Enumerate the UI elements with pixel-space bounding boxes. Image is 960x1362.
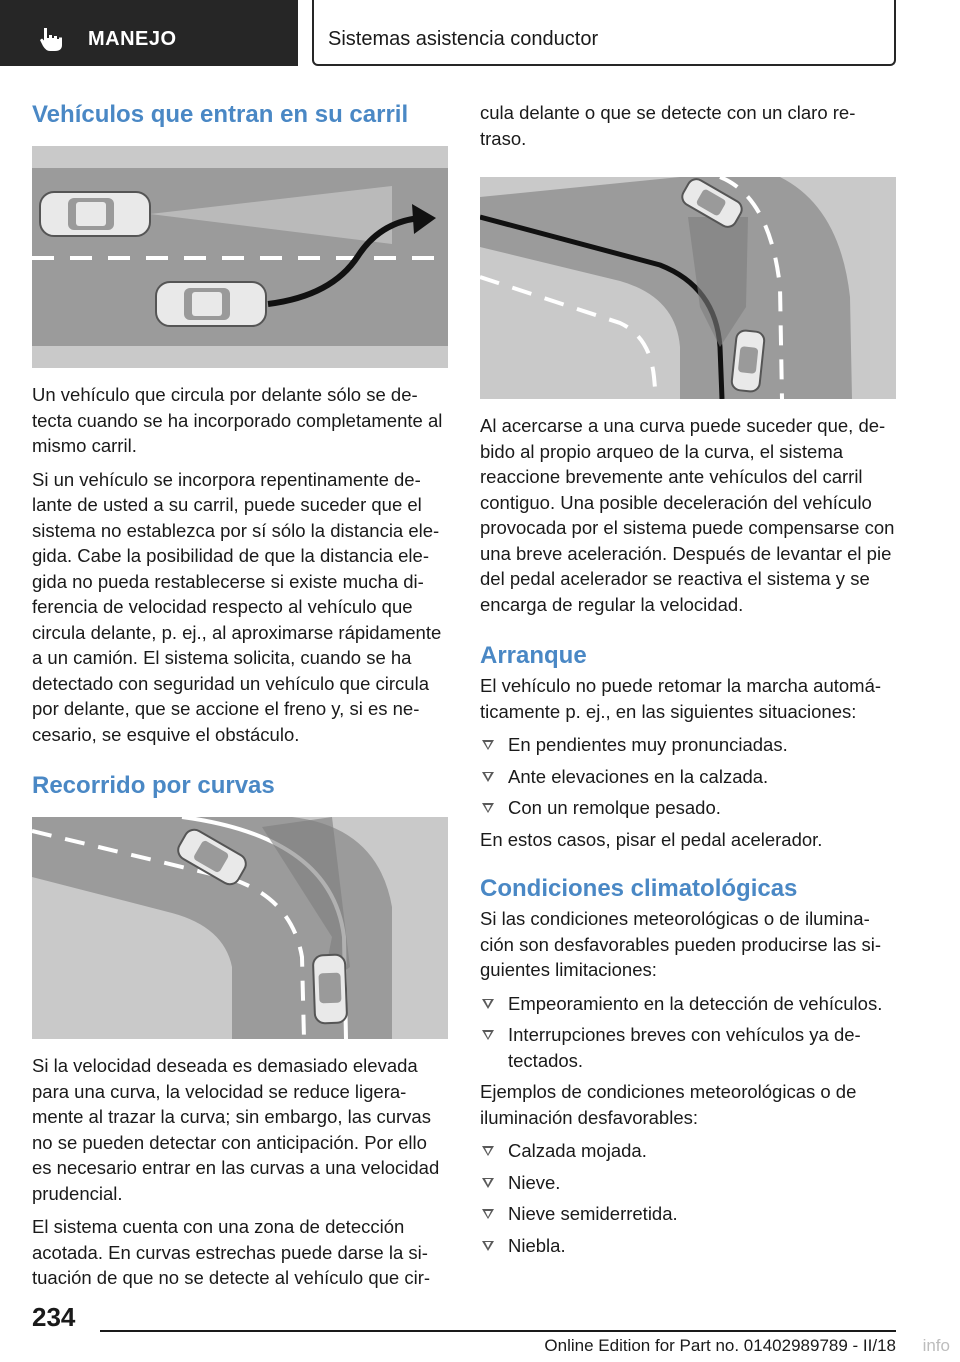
paragraph: Ejemplos de condiciones meteorológicas o de iluminación desfavorables: — [480, 1081, 857, 1128]
triangle-bullet-icon — [482, 740, 494, 750]
own-car-icon — [731, 330, 765, 393]
paragraph: Si la velocidad deseada es demasiado elevada para una curva, la velocidad se reduce ligera-mente al trazar la curva; sin embargo, las curvas no se pueden detectar con anticipación. Por ello es necesario entrar en las curvas a una velocidad prudencial. — [32, 1055, 440, 1204]
section-title: MANEJO — [88, 28, 177, 50]
list-item: Empeoramiento en la detección de vehículos. — [480, 991, 896, 1017]
list-item: Con un remolque pesado. — [480, 795, 896, 821]
cut-in-illustration — [32, 146, 448, 368]
heading-start: Arranque — [480, 642, 587, 669]
list-item: Interrupciones breves con vehículos ya de-tectados. — [480, 1022, 896, 1073]
curve-illustration — [32, 817, 448, 1039]
hand-pointer-icon — [38, 26, 66, 52]
figure-cut-in — [32, 146, 448, 368]
section-tab — [0, 0, 298, 66]
adjacent-lane-illustration — [480, 177, 896, 399]
triangle-bullet-icon — [482, 1030, 494, 1040]
car-cutting-in-icon — [156, 282, 266, 326]
list-item: Nieve semiderretida. — [480, 1201, 896, 1227]
watermark: info — [922, 1336, 950, 1355]
list-limitations — [480, 991, 896, 1074]
heading-weather: Condiciones climatológicas — [480, 875, 798, 902]
figure-curves — [32, 817, 448, 1039]
chapter-title: Sistemas asistencia conductor — [328, 28, 599, 50]
page-number: 234 — [32, 1302, 76, 1332]
heading-cut-in: Vehículos que entran en su carril — [32, 101, 409, 128]
list-weather-examples — [480, 1138, 896, 1258]
list-item: Nieve. — [480, 1170, 896, 1196]
heading-curves: Recorrido por curvas — [32, 772, 275, 799]
paragraph: Si un vehículo se incorpora repentinamente de-lante de usted a su carril, puede suceder que el sistema no establezca por sí sólo la distancia ele-gida. Cabe la posibilidad de que la distancia ele-gida no pueda restablecerse si existe mucha di-ferencia de velocidad respecto al vehículo que circula delante, p. ej., al aproximarse rápidamente a un camión. El sistema solicita, cuando se ha detectado con seguridad un vehículo que circula por delante, que se accione el freno y, si es ne-cesario, se esquive el obstáculo. — [32, 468, 442, 745]
car-front-icon — [40, 192, 150, 236]
list-item: Calzada mojada. — [480, 1138, 896, 1164]
paragraph: Si las condiciones meteorológicas o de ilumina-ción son desfavorables pueden producirse las si-guientes limitaciones: — [480, 908, 882, 980]
list-start-conditions — [480, 732, 896, 821]
page-footer — [0, 1300, 960, 1362]
triangle-bullet-icon — [482, 1209, 494, 1219]
paragraph: El vehículo no puede retomar la marcha automá-ticamente p. ej., en las siguientes situaciones: — [480, 675, 882, 722]
paragraph: cula delante o que se detecte con un claro re-traso. — [480, 102, 856, 149]
triangle-bullet-icon — [482, 1178, 494, 1188]
own-car-icon — [313, 954, 347, 1023]
footer-divider — [100, 1330, 896, 1332]
triangle-bullet-icon — [482, 803, 494, 813]
list-item: Niebla. — [480, 1233, 896, 1259]
page-header — [0, 0, 960, 66]
edition-text: Online Edition for Part no. 01402989789 - II/18 — [544, 1336, 896, 1355]
paragraph: En estos casos, pisar el pedal acelerador. — [480, 828, 823, 850]
paragraph: El sistema cuenta con una zona de detección acotada. En curvas estrechas puede darse la si-tuación de que no se detecte al vehículo que cir- — [32, 1216, 431, 1288]
triangle-bullet-icon — [482, 1146, 494, 1156]
chapter-tab — [312, 0, 896, 66]
triangle-bullet-icon — [482, 1241, 494, 1251]
triangle-bullet-icon — [482, 772, 494, 782]
triangle-bullet-icon — [482, 999, 494, 1009]
left-column — [32, 100, 448, 1291]
paragraph: Un vehículo que circula por delante sólo se de-tecta cuando se ha incorporado completamente al mismo carril. — [32, 384, 443, 456]
right-column — [480, 100, 896, 1258]
figure-adjacent-lane — [480, 177, 896, 399]
list-item: En pendientes muy pronunciadas. — [480, 732, 896, 758]
paragraph: Al acercarse a una curva puede suceder que, de-bido al propio arqueo de la curva, el sistema reaccione brevemente ante vehículos del carril contiguo. Una posible deceleración del vehículo provocada por el sistema puede compensarse con una breve aceleración. Después de levantar el pie del pedal acelerador se reactiva el sistema y se encarga de regular la velocidad. — [480, 415, 895, 615]
list-item: Ante elevaciones en la calzada. — [480, 764, 896, 790]
